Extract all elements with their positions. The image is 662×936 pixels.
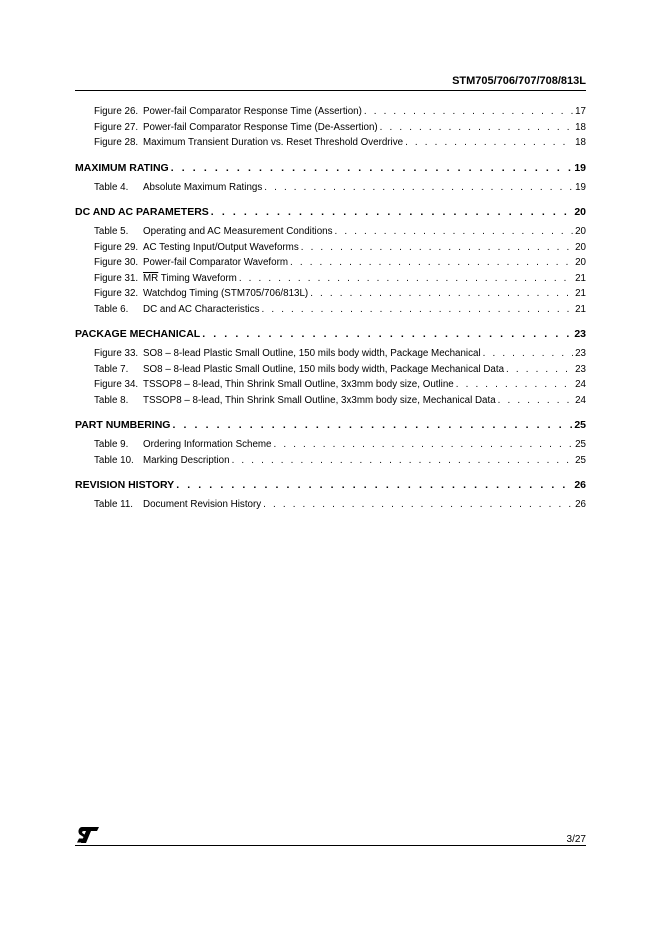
section-heading-title: PACKAGE MECHANICAL <box>75 328 201 340</box>
entry-page-number: 21 <box>575 303 586 315</box>
entry-label: Figure 30. <box>94 257 139 268</box>
toc-section-heading[interactable] <box>75 205 586 220</box>
dot-leader <box>405 135 573 151</box>
toc-section <box>75 478 586 513</box>
entry-label: Figure 27. <box>94 121 139 133</box>
footer-divider <box>75 845 586 846</box>
toc-entry[interactable] <box>75 497 586 513</box>
entry-page-number: 19 <box>575 181 586 193</box>
toc-entry[interactable] <box>75 453 586 469</box>
entry-label: Table 4. <box>94 181 129 193</box>
page-number: 3/27 <box>566 834 586 845</box>
entry-title: DC and AC Characteristics <box>143 303 260 315</box>
dot-leader <box>262 302 574 318</box>
toc-entry[interactable] <box>75 224 586 240</box>
header-divider <box>75 90 586 91</box>
dot-leader <box>335 224 574 240</box>
toc-entry[interactable] <box>75 302 586 318</box>
dot-leader <box>232 453 574 469</box>
entry-page-number: 25 <box>575 454 586 466</box>
toc-entry[interactable] <box>75 104 586 120</box>
toc-entry[interactable] <box>75 271 586 287</box>
entry-title: SO8 – 8-lead Plastic Small Outline, 150 mils body width, Package Mechanical <box>143 348 481 359</box>
toc-section-heading[interactable] <box>75 478 586 493</box>
st-logo-icon <box>76 826 100 844</box>
dot-leader <box>301 240 573 256</box>
dot-leader <box>506 362 573 378</box>
toc-section <box>75 161 586 196</box>
dot-leader <box>498 393 573 409</box>
entry-label: Table 6. <box>94 303 129 315</box>
entry-page-number: 26 <box>575 499 586 510</box>
dot-leader <box>239 271 573 287</box>
dot-leader <box>456 377 573 393</box>
entry-page-number: 24 <box>575 379 586 390</box>
section-page-number: 26 <box>574 479 586 491</box>
toc-entry[interactable] <box>75 240 586 256</box>
overlined-signal: $\overline{MR}$ <box>143 272 159 284</box>
toc-section-heading[interactable] <box>75 161 586 176</box>
entry-label: Table 8. <box>94 394 129 406</box>
entry-label: Figure 31. <box>94 272 139 284</box>
entry-page-number: 25 <box>575 439 586 450</box>
entry-title: TSSOP8 – 8-lead, Thin Shrink Small Outline, 3x3mm body size, Outline <box>143 379 454 390</box>
dot-leader <box>290 255 573 271</box>
entry-page-number: 20 <box>575 226 586 237</box>
entry-label: Table 10. <box>94 454 134 466</box>
entry-title: Power-fail Comparator Response Time (De-Assertion) <box>143 121 378 133</box>
toc-section <box>75 205 586 317</box>
dot-leader <box>364 104 573 120</box>
toc-entry[interactable] <box>75 437 586 453</box>
dot-leader <box>380 120 573 136</box>
entry-label: Figure 29. <box>94 241 139 253</box>
toc-entry[interactable] <box>75 362 586 378</box>
dot-leader <box>274 437 574 453</box>
section-page-number: 23 <box>574 328 586 340</box>
dot-leader <box>310 286 573 302</box>
entry-page-number: 20 <box>575 241 586 253</box>
entry-title: SO8 – 8-lead Plastic Small Outline, 150 mils body width, Package Mechanical Data <box>143 363 505 375</box>
section-page-number: 20 <box>574 206 586 218</box>
section-heading-title: DC AND AC PARAMETERS <box>75 206 209 218</box>
entry-page-number: 18 <box>575 137 586 148</box>
toc-entry[interactable] <box>75 120 586 136</box>
entry-label: Table 7. <box>94 363 129 375</box>
entry-title: Ordering Information Scheme <box>143 439 272 450</box>
entry-page-number: 23 <box>575 348 586 359</box>
toc-entry[interactable] <box>75 135 586 151</box>
toc-section-heading[interactable] <box>75 327 586 342</box>
section-heading-title: MAXIMUM RATING <box>75 161 169 174</box>
dot-leader <box>264 180 573 196</box>
entry-label: Table 9. <box>94 439 129 450</box>
toc-entry[interactable] <box>75 255 586 271</box>
entry-page-number: 24 <box>575 394 586 406</box>
section-heading-title: PART NUMBERING <box>75 419 171 431</box>
entry-title: Marking Description <box>143 454 230 466</box>
toc-entry[interactable] <box>75 346 586 362</box>
entry-page-number: 20 <box>575 257 586 268</box>
entry-page-number: 17 <box>575 106 586 117</box>
entry-page-number: 23 <box>575 363 586 375</box>
entry-title: AC Testing Input/Output Waveforms <box>143 241 299 253</box>
section-page-number: 19 <box>574 161 586 174</box>
dot-leader <box>171 161 573 176</box>
dot-leader <box>172 418 572 433</box>
toc-entry[interactable] <box>75 286 586 302</box>
toc-section-heading[interactable] <box>75 418 586 433</box>
entry-page-number: 21 <box>575 272 586 284</box>
entry-title: Operating and AC Measurement Conditions <box>143 226 333 237</box>
toc-section <box>75 104 586 151</box>
entry-title: TSSOP8 – 8-lead, Thin Shrink Small Outline, 3x3mm body size, Mechanical Data <box>143 394 496 406</box>
entry-title: Power-fail Comparator Waveform <box>143 257 288 268</box>
toc-entry[interactable] <box>75 393 586 409</box>
section-page-number: 25 <box>574 419 586 431</box>
toc-entry[interactable] <box>75 377 586 393</box>
entry-title: Document Revision History <box>143 499 262 510</box>
entry-label: Figure 26. <box>94 106 139 117</box>
dot-leader <box>211 205 573 220</box>
entry-page-number: 21 <box>575 288 586 299</box>
dot-leader <box>263 497 573 513</box>
toc-section <box>75 327 586 408</box>
entry-title: Power-fail Comparator Response Time (Assertion) <box>143 106 362 117</box>
entry-label: Figure 34. <box>94 379 139 390</box>
entry-page-number: 18 <box>575 121 586 133</box>
entry-title: Absolute Maximum Ratings <box>143 181 263 193</box>
entry-label: Figure 28. <box>94 137 139 148</box>
entry-label: Table 11. <box>94 499 134 510</box>
section-heading-title: REVISION HISTORY <box>75 479 175 491</box>
dot-leader <box>176 478 572 493</box>
dot-leader <box>483 346 573 362</box>
entry-title-text: Timing Waveform <box>158 272 237 284</box>
entry-label: Figure 32. <box>94 288 139 299</box>
toc-section <box>75 418 586 468</box>
entry-label: Table 5. <box>94 226 129 237</box>
toc-entry[interactable] <box>75 180 586 196</box>
entry-label: Figure 33. <box>94 348 139 359</box>
dot-leader <box>202 327 572 342</box>
document-title: STM705/706/707/708/813L <box>452 75 586 87</box>
entry-title: Watchdog Timing (STM705/706/813L) <box>143 288 309 299</box>
entry-title: Maximum Transient Duration vs. Reset Threshold Overdrive <box>143 137 404 148</box>
table-of-contents <box>75 104 586 513</box>
entry-title <box>143 271 237 287</box>
